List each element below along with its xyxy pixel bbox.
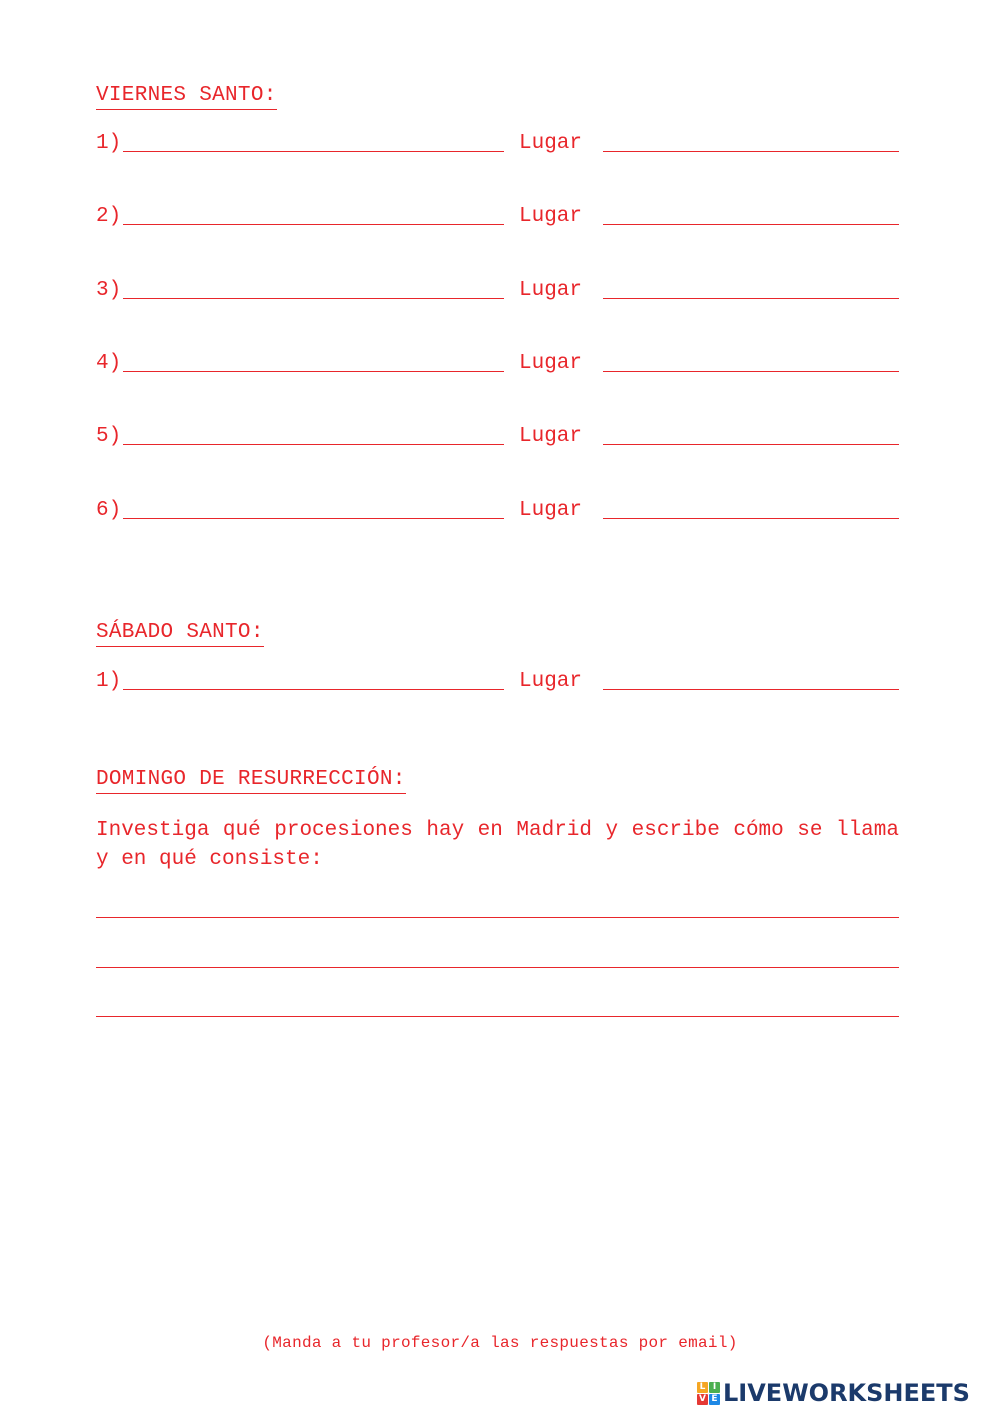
- lugar-answer-line[interactable]: [603, 371, 899, 372]
- lugar-label: Lugar: [519, 352, 583, 375]
- free-answer-line-3[interactable]: [96, 1016, 899, 1017]
- lugar-answer-line[interactable]: [603, 151, 899, 152]
- procession-answer-line[interactable]: [123, 689, 504, 690]
- row-number: 1): [96, 132, 122, 155]
- viernes-row-1: [96, 132, 899, 162]
- lugar-answer-line[interactable]: [603, 518, 899, 519]
- row-number: 1): [96, 670, 122, 693]
- lugar-answer-line[interactable]: [603, 444, 899, 445]
- logo-mark-tile: L: [697, 1382, 708, 1393]
- procession-answer-line[interactable]: [123, 444, 504, 445]
- lugar-answer-line[interactable]: [603, 224, 899, 225]
- free-answer-line-2[interactable]: [96, 967, 899, 968]
- logo-mark-tile: V: [697, 1394, 708, 1405]
- procession-answer-line[interactable]: [123, 151, 504, 152]
- lugar-label: Lugar: [519, 279, 583, 302]
- procession-answer-line[interactable]: [123, 224, 504, 225]
- lugar-label: Lugar: [519, 499, 583, 522]
- viernes-row-3: [96, 279, 899, 309]
- lugar-label: Lugar: [519, 205, 583, 228]
- footnote: (Manda a tu profesor/a las respuestas por email): [262, 1334, 738, 1352]
- liveworksheets-logo: [697, 1378, 970, 1408]
- row-number: 3): [96, 279, 122, 302]
- sabado-row-1: [96, 670, 899, 700]
- logo-mark: [697, 1382, 720, 1405]
- viernes-row-2: [96, 205, 899, 235]
- row-number: 5): [96, 425, 122, 448]
- viernes-row-4: [96, 352, 899, 382]
- logo-mark-tile: I: [709, 1382, 720, 1393]
- row-number: 4): [96, 352, 122, 375]
- viernes-row-6: [96, 499, 899, 529]
- procession-answer-line[interactable]: [123, 371, 504, 372]
- row-number: 2): [96, 205, 122, 228]
- lugar-label: Lugar: [519, 425, 583, 448]
- row-number: 6): [96, 499, 122, 522]
- lugar-answer-line[interactable]: [603, 298, 899, 299]
- lugar-label: Lugar: [519, 670, 583, 693]
- logo-mark-tile: E: [709, 1394, 720, 1405]
- procession-answer-line[interactable]: [123, 518, 504, 519]
- logo-text: LIVEWORKSHEETS: [723, 1379, 970, 1407]
- heading-sabado-santo: SÁBADO SANTO:: [96, 621, 264, 647]
- free-answer-line-1[interactable]: [96, 917, 899, 918]
- heading-viernes-santo: VIERNES SANTO:: [96, 84, 277, 110]
- lugar-label: Lugar: [519, 132, 583, 155]
- procession-answer-line[interactable]: [123, 298, 504, 299]
- heading-domingo-resurreccion: DOMINGO DE RESURRECCIÓN:: [96, 768, 406, 794]
- lugar-answer-line[interactable]: [603, 689, 899, 690]
- domingo-instructions: Investiga qué procesiones hay en Madrid y escribe cómo se llama y en qué consiste:: [96, 819, 899, 871]
- viernes-row-5: [96, 425, 899, 455]
